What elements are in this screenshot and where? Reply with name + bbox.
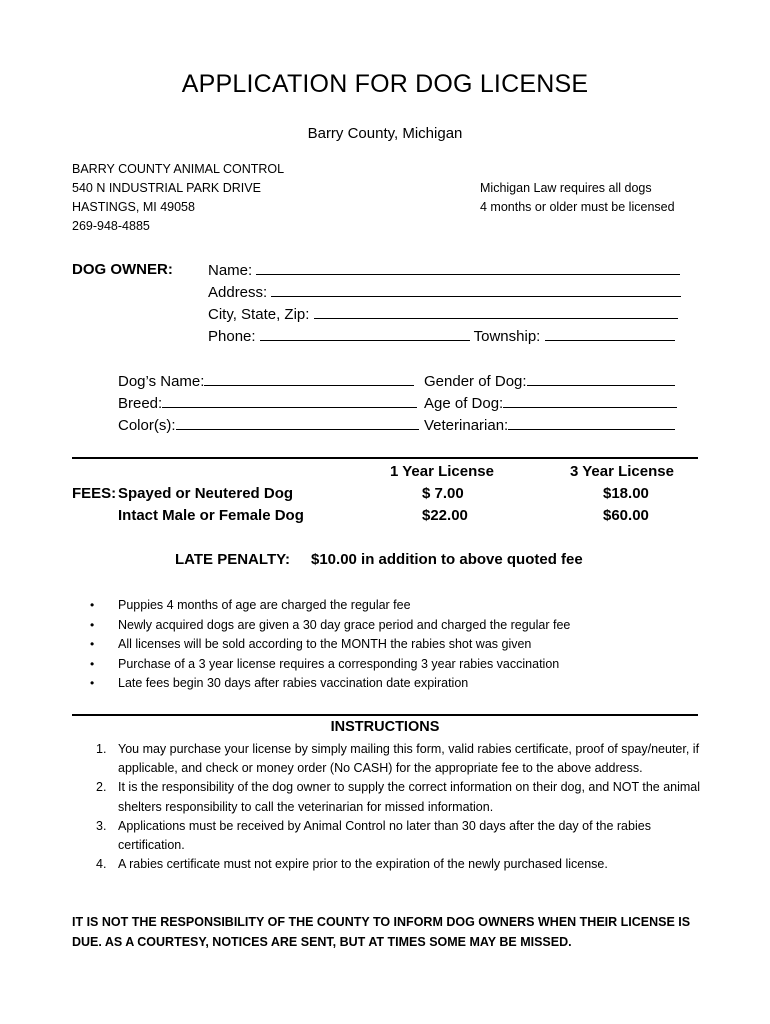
fee-row-one-year: $22.00 xyxy=(422,507,468,524)
dog-age-field[interactable] xyxy=(503,394,677,408)
list-item xyxy=(90,674,570,694)
bullet-icon: • xyxy=(90,656,95,671)
owner-address-field[interactable] xyxy=(271,283,681,297)
instruction-number: 1. xyxy=(96,742,107,756)
county-subtitle: Barry County, Michigan xyxy=(307,125,463,142)
fee-row-one-year: $ 7.00 xyxy=(422,485,464,502)
dog-name-label: Dog’s Name: xyxy=(118,373,205,390)
dog-name-row xyxy=(118,372,414,390)
fee-col-1-year: 1 Year License xyxy=(390,463,494,480)
fee-row-three-year: $18.00 xyxy=(603,485,649,502)
dog-name-field[interactable] xyxy=(204,372,414,386)
agency-name: BARRY COUNTY ANIMAL CONTROL xyxy=(72,162,285,176)
late-penalty-value: $10.00 in addition to above quoted fee xyxy=(311,551,583,568)
instruction-item xyxy=(92,817,702,855)
law-note-line1: Michigan Law requires all dogs xyxy=(480,181,652,195)
owner-township-field[interactable] xyxy=(545,327,675,341)
list-item xyxy=(90,596,570,616)
agency-street: 540 N INDUSTRIAL PARK DRIVE xyxy=(72,181,261,195)
list-item-text: Late fees begin 30 days after rabies vaccination date expiration xyxy=(118,676,469,690)
owner-address-label: Address: xyxy=(208,284,268,301)
bullet-icon: • xyxy=(90,676,95,690)
fee-row-three-year: $60.00 xyxy=(603,507,649,524)
fees-divider xyxy=(72,457,698,459)
list-item-text: All licenses will be sold according to the MONTH the rabies shot was given xyxy=(118,637,532,651)
agency-city: HASTINGS, MI 49058 xyxy=(72,200,195,214)
instruction-number: 3. xyxy=(96,818,107,833)
owner-phone-label: Phone: xyxy=(208,328,256,345)
owner-name-row xyxy=(208,261,680,279)
fee-col-3-year: 3 Year License xyxy=(570,463,674,480)
bullet-icon: • xyxy=(90,617,95,632)
instruction-item xyxy=(92,740,702,778)
instruction-text: You may purchase your license by simply mailing this form, valid rabies certificate, proof of spay/neuter, if applicable, and check or money order (No CASH) for the appropriate fee to the above address. xyxy=(118,742,700,776)
instruction-text: It is the responsibility of the dog owner to supply the correct information on their dog, and NOT the animal shelters responsibility to call the veterinarian for missed information. xyxy=(118,780,701,814)
list-item xyxy=(90,635,570,655)
dog-breed-row xyxy=(118,394,417,412)
dog-breed-field[interactable] xyxy=(162,394,417,408)
fee-rules-list xyxy=(90,596,570,694)
instruction-text: A rabies certificate must not expire prior to the expiration of the newly purchased license. xyxy=(118,857,608,872)
instruction-text: Applications must be received by Animal Control no later than 30 days after the day of the rabies certification. xyxy=(118,818,651,853)
dog-vet-row xyxy=(424,416,675,434)
owner-city-label: City, State, Zip: xyxy=(208,306,310,323)
owner-phone-row xyxy=(208,327,675,345)
dog-gender-field[interactable] xyxy=(527,372,675,386)
bullet-icon: • xyxy=(90,637,95,651)
fee-row-type: Intact Male or Female Dog xyxy=(118,507,304,524)
owner-address-row xyxy=(208,283,681,301)
owner-township-label: Township: xyxy=(473,328,541,345)
late-penalty-label: LATE PENALTY: xyxy=(175,551,290,568)
bullet-icon: • xyxy=(90,598,95,612)
owner-city-field[interactable] xyxy=(314,305,678,319)
dog-gender-label: Gender of Dog: xyxy=(424,373,527,390)
instruction-number: 4. xyxy=(96,857,107,872)
instructions-list xyxy=(92,740,702,874)
dog-vet-label: Veterinarian: xyxy=(424,417,509,434)
dog-color-label: Color(s): xyxy=(118,417,176,434)
fees-label: FEES: xyxy=(72,485,117,502)
dog-gender-row xyxy=(424,372,675,390)
dog-breed-label: Breed: xyxy=(118,395,163,412)
law-note-line2: 4 months or older must be licensed xyxy=(480,200,675,214)
instruction-number: 2. xyxy=(96,780,107,795)
list-item-text: Puppies 4 months of age are charged the regular fee xyxy=(118,598,411,612)
courtesy-notice: IT IS NOT THE RESPONSIBILITY OF THE COUNTY TO INFORM DOG OWNERS WHEN THEIR LICENSE IS DUE. AS A COURTESY, NOTICES ARE SENT, BUT AT TIMES SOME MAY BE MISSED. xyxy=(72,915,691,949)
dog-age-label: Age of Dog: xyxy=(424,395,504,412)
owner-name-field[interactable] xyxy=(256,261,680,275)
list-item xyxy=(90,655,570,675)
owner-phone-field[interactable] xyxy=(260,327,470,341)
instructions-title: INSTRUCTIONS xyxy=(330,719,440,735)
list-item xyxy=(90,616,570,636)
list-item-text: Newly acquired dogs are given a 30 day grace period and charged the regular fee xyxy=(118,617,571,632)
dog-vet-field[interactable] xyxy=(508,416,675,430)
fee-row-type: Spayed or Neutered Dog xyxy=(118,485,294,502)
owner-name-label: Name: xyxy=(208,262,253,279)
instruction-item xyxy=(92,778,702,816)
dog-age-row xyxy=(424,394,677,412)
agency-phone: 269-948-4885 xyxy=(72,219,150,233)
dog-owner-label: DOG OWNER: xyxy=(72,261,173,278)
instructions-divider xyxy=(72,714,698,716)
dog-color-field[interactable] xyxy=(176,416,419,430)
dog-color-row xyxy=(118,416,419,434)
instruction-item xyxy=(92,855,702,874)
owner-city-row xyxy=(208,305,678,323)
list-item-text: Purchase of a 3 year license requires a corresponding 3 year rabies vaccination xyxy=(118,656,560,671)
page-title: APPLICATION FOR DOG LICENSE xyxy=(181,70,589,98)
